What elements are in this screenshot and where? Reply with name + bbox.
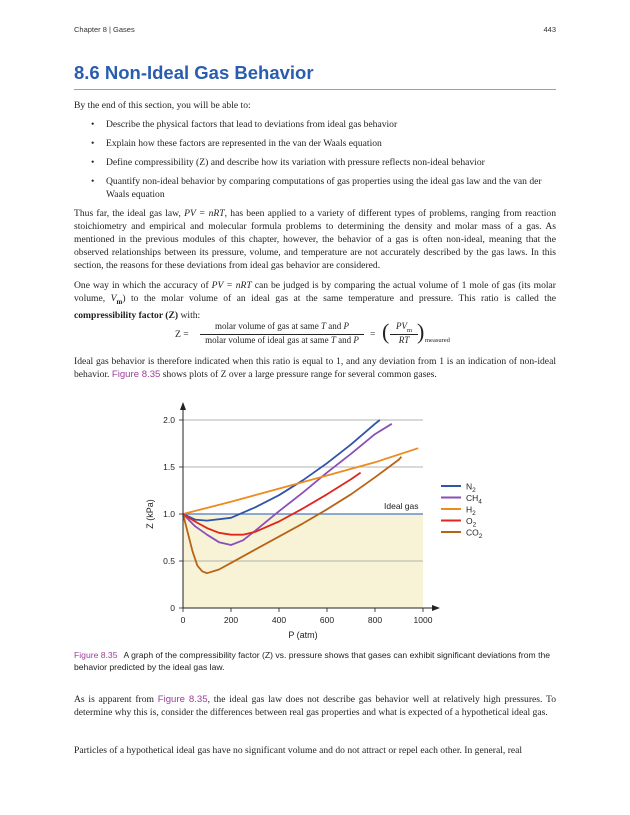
paragraph-ideal-particles: Particles of a hypothetical ideal gas have no significant volume and do not attract or repel each other. In general, real — [74, 745, 523, 756]
chapter-label: Chapter 8 | Gases — [74, 25, 135, 34]
paragraph-high-pressure: As is apparent from Figure 8.35, the ideal gas law does not describe gas behavior well at relatively high pressures. To determine why this is, consider the differences between real gas properties and what is expected of a hypothetical ideal gas. — [74, 694, 556, 718]
figure-caption: Figure 8.35 A graph of the compressibility factor (Z) vs. pressure shows that gases can exhibit significant deviations from the behavior predicted by the ideal gas law. — [74, 650, 551, 672]
ideal-gas-label: Ideal gas — [384, 501, 419, 511]
y-axis-arrow — [180, 402, 186, 410]
y-tick-label: 0 — [170, 603, 175, 613]
section-title: 8.6 Non-Ideal Gas Behavior — [74, 62, 314, 83]
objective-item: • Describe the physical factors that lead to deviations from ideal gas behavior — [91, 119, 398, 130]
legend-label: $N_2$ — [466, 481, 476, 494]
paragraph-compressibility: One way in which the accuracy of PV = nRT can be judged is by comparing the actual volume of 1 mole of gas (its molar volume, $V_m$) to the molar volume of an ideal gas at the same temperature and pressure. This ratio is called the compressibility factor (Z) with: — [74, 280, 556, 321]
compressibility-equation: Z = molar volume of gas at same T and P molar volume of ideal gas at same T and P = ( $PV_m$ RT ) measured — [175, 319, 450, 345]
objectives-intro: By the end of this section, you will be able to: — [74, 100, 251, 111]
legend-label: $O_2$ — [466, 516, 477, 529]
x-tick-label: 0 — [180, 615, 186, 625]
term-compressibility-factor: compressibility factor (Z) — [74, 309, 179, 321]
objectives-list — [74, 118, 556, 207]
legend-label: $H_2$ — [466, 504, 476, 517]
caption-label: Figure 8.35 — [74, 650, 118, 660]
page-header — [74, 25, 556, 39]
y-tick-label: 1.0 — [163, 509, 175, 519]
x-tick-label: 800 — [367, 615, 383, 625]
y-axis-label: Z (kPa) — [145, 499, 155, 529]
x-axis-arrow — [432, 605, 440, 611]
y-tick-label: 2.0 — [163, 415, 175, 425]
legend-label: $CO_2$ — [466, 527, 483, 540]
x-tick-label: 1000 — [413, 615, 433, 625]
figure-link[interactable]: Figure 8.35 — [157, 694, 208, 705]
eq-numerator: molar volume of gas at same T and P — [215, 321, 349, 331]
x-tick-label: 600 — [319, 615, 335, 625]
objective-item: • Quantify non-ideal behavior by comparing computations of gas properties using the ideal gas law and the van der Waals equation — [91, 176, 542, 200]
objective-item: • Define compressibility (Z) and describe how its variation with pressure reflects non-ideal behavior — [91, 157, 485, 168]
objective-item: • Explain how these factors are represented in the van der Waals equation — [91, 138, 382, 149]
paragraph-ideal-gas-law: Thus far, the ideal gas law, PV = nRT, has been applied to a variety of different types of problems, ranging from reaction stoichiometry and empirical and molecular formula problems to determining the density and molar mass of a gas. As mentioned in the previous modules of this chapter, however, the behavior of a gas is often non-ideal, meaning that the observed relationships between its pressure, volume, and temperature are not accurately described by the gas laws. In this section, the reasons for these deviations from ideal gas behavior are considered. — [74, 208, 556, 271]
figure-link[interactable]: Figure 8.35 — [111, 369, 161, 380]
x-tick-label: 400 — [271, 615, 287, 625]
title-rule — [74, 89, 556, 90]
eq-denominator: molar volume of ideal gas at same T and P — [205, 335, 359, 345]
series-line-n2 — [183, 420, 380, 521]
paragraph-ideal-indication: Ideal gas behavior is therefore indicated when this ratio is equal to 1, and any deviation from 1 is an indication of non-ideal behavior. Figure 8.35 shows plots of Z over a large pressure range for several common gases. — [74, 356, 556, 380]
chart-legend — [441, 482, 483, 541]
compressibility-chart — [0, 402, 630, 642]
x-axis-label: P (atm) — [288, 630, 318, 640]
x-tick-label: 200 — [223, 615, 239, 625]
legend-label: $CH_4$ — [466, 493, 482, 506]
y-tick-label: 0.5 — [163, 556, 175, 566]
y-tick-label: 1.5 — [163, 462, 175, 472]
page-number: 443 — [543, 25, 556, 34]
